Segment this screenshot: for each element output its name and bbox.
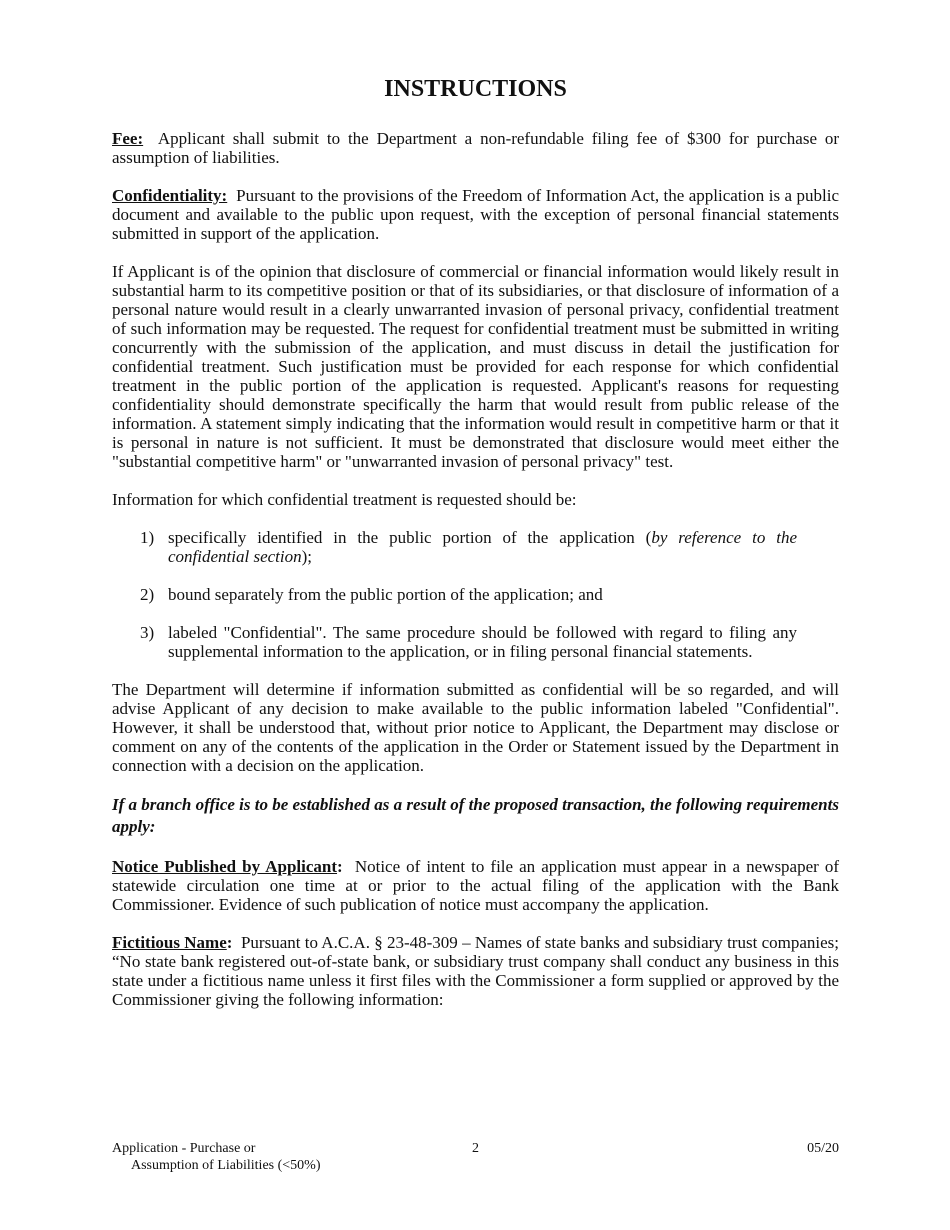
department-paragraph: The Department will determine if information submitted as confidential will be so regarded, and will advise Applicant of any decision to make available to the public information labeled "Confidential". However, it shall be understood that, without prior notice to Applicant, the Department may disclose or comment on any of the contents of the application in the Order or Statement issued by the Department in connection with a decision on the application.	[112, 680, 839, 775]
fictitious-name-colon: :	[226, 933, 233, 952]
list-item-number: 3)	[140, 623, 155, 642]
confidentiality-text: Pursuant to the provisions of the Freedom of Information Act, the application is a public document and available to the public upon request, with the exception of personal financial statements submitted in support of the application.	[112, 186, 839, 243]
footer-form-title-line1: Application - Purchase or	[112, 1141, 256, 1156]
list-item-text	[168, 528, 797, 566]
opinion-paragraph: If Applicant is of the opinion that disclosure of commercial or financial information would likely result in substantial harm to its competitive position or that of its subsidiaries, or that disclosure of information of a personal nature would result in a clearly unwarranted invasion of personal privacy, confidential treatment of such information may be requested. The request for confidential treatment must be submitted in writing concurrently with the submission of the application, and must discuss in detail the justification for confidential treatment. Such justification must be provided for each response for which confidential treatment in the public portion of the application is requested. Applicant's reasons for requesting confidentiality should demonstrate specifically the harm that would result from public release of the information. A statement simply indicating that the information would result in competitive harm or that it is personal in nature is not sufficient. It must be demonstrated that disclosure would meet either the "substantial competitive harm" or "unwarranted invasion of personal privacy" test.	[112, 262, 839, 471]
list-intro: Information for which confidential treatment is requested should be:	[112, 490, 577, 509]
fee-paragraph	[112, 129, 839, 167]
notice-colon: :	[337, 857, 343, 876]
list-item-text-part: specifically identified in the public portion of the application (	[168, 528, 652, 547]
list-item-number: 1)	[140, 528, 155, 547]
list-item-text: bound separately from the public portion of the application; and	[168, 585, 603, 604]
fictitious-name-text: Pursuant to A.C.A. § 23-48-309 – Names of state banks and subsidiary trust companies; “No state bank registered out-of-state bank, or subsidiary trust company shall conduct any business in this state under a fictitious name unless it first files with the Commissioner a form supplied or approved by the Commissioner giving the following information:	[112, 933, 839, 1009]
page-title: INSTRUCTIONS	[384, 76, 567, 102]
confidential-requirements-list	[140, 528, 797, 661]
list-item	[140, 585, 797, 604]
notice-text: Notice of intent to file an application must appear in a newspaper of statewide circulation one time at or prior to the actual filing of the application with the Bank Commissioner. Evidence of such publication of notice must accompany the application.	[112, 857, 840, 914]
list-item-text-part: );	[301, 547, 312, 566]
list-item-number: 2)	[140, 585, 155, 604]
fee-text: Applicant shall submit to the Department a non-refundable filing fee of $300 for purchase or assumption of liabilities.	[112, 129, 839, 167]
footer-revision-date: 05/20	[807, 1141, 839, 1156]
branch-heading: If a branch office is to be established as a result of the proposed transaction, the following requirements apply:	[112, 795, 839, 836]
fictitious-name-label: Fictitious Name	[112, 933, 227, 952]
list-item	[140, 528, 797, 566]
confidentiality-label: Confidentiality:	[112, 186, 228, 205]
notice-label: Notice Published by Applicant	[112, 857, 338, 876]
confidentiality-paragraph	[112, 186, 839, 243]
notice-paragraph	[112, 857, 839, 914]
fictitious-name-paragraph	[112, 933, 839, 1009]
page-number: 2	[472, 1141, 479, 1156]
fee-label: Fee:	[112, 129, 144, 148]
document-page	[112, 74, 839, 1028]
page-footer	[112, 1140, 839, 1180]
footer-form-title-line2: Assumption of Liabilities (<50%)	[131, 1158, 321, 1173]
list-item-italic-text: by reference to the confidential section	[168, 528, 797, 566]
list-item-text: labeled "Confidential". The same procedure should be followed with regard to filing any supplemental information to the application, or in filing personal financial statements.	[168, 623, 797, 661]
list-item	[140, 623, 797, 661]
